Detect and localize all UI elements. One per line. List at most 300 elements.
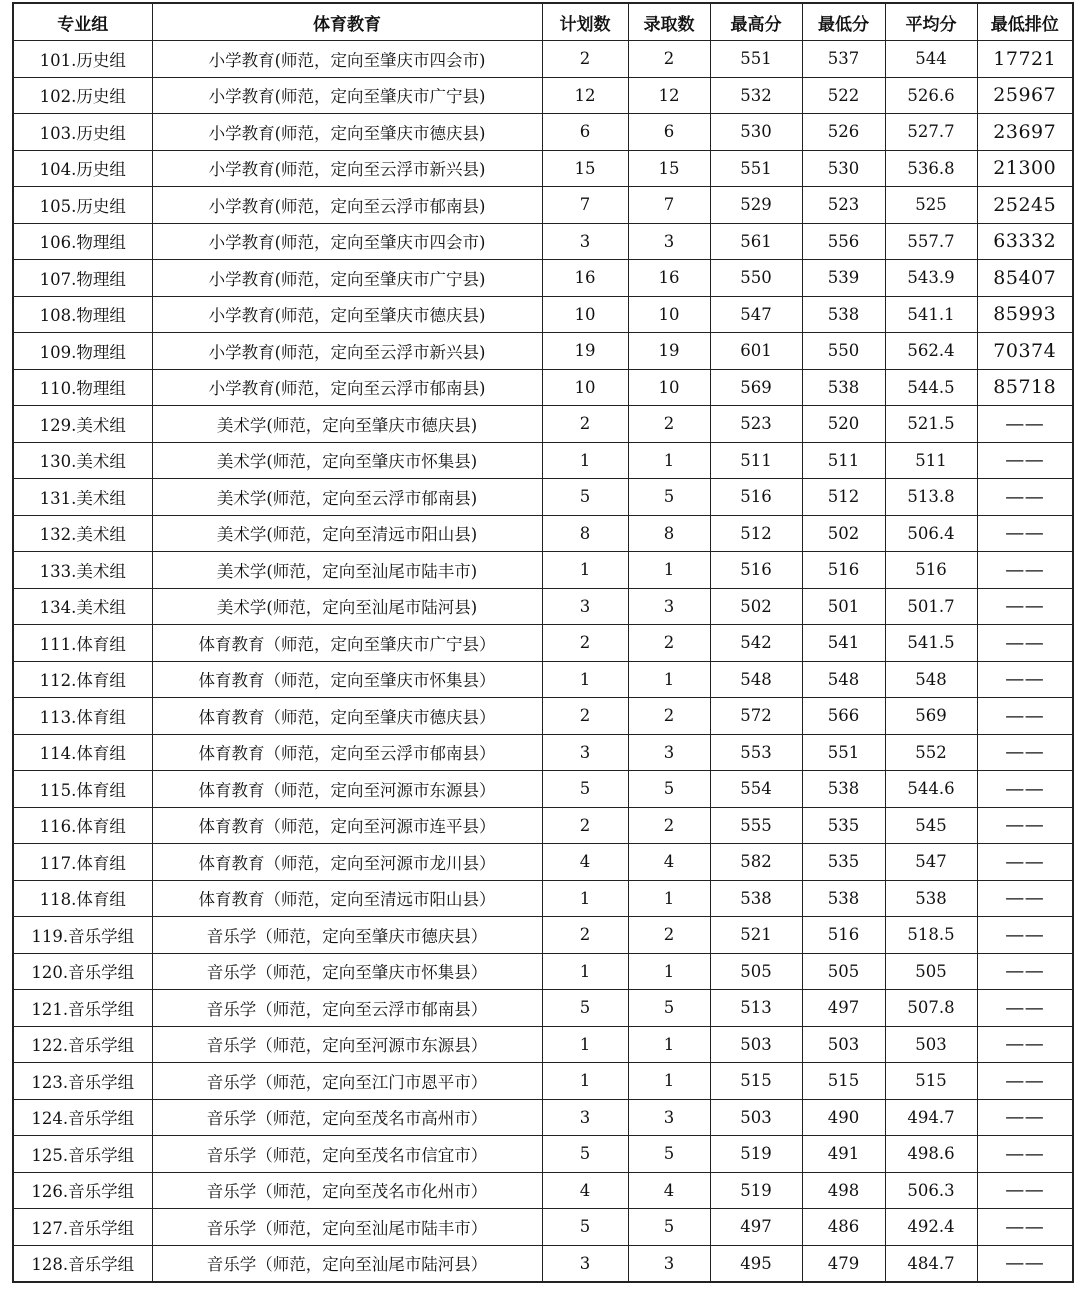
lowest-cell: 502 <box>802 515 885 552</box>
admission-score-table <box>12 2 1074 1283</box>
rank-cell: —— <box>977 807 1073 844</box>
admitted-cell: 4 <box>628 844 710 881</box>
planned-cell: 3 <box>542 1245 628 1282</box>
major-cell: 小学教育(师范，定向至肇庆市广宁县) <box>152 77 542 114</box>
lowest-cell: 498 <box>802 1172 885 1209</box>
rank-cell: 23697 <box>977 114 1073 151</box>
table-row <box>13 77 1073 114</box>
admitted-cell: 5 <box>628 1209 710 1246</box>
table-row <box>13 990 1073 1027</box>
planned-cell: 3 <box>542 734 628 771</box>
admitted-cell: 8 <box>628 515 710 552</box>
major-cell: 音乐学（师范，定向至茂名市信宜市） <box>152 1136 542 1173</box>
rank-cell: —— <box>977 625 1073 662</box>
table-row <box>13 406 1073 443</box>
highest-cell: 530 <box>710 114 802 151</box>
rank-cell: 70374 <box>977 333 1073 370</box>
lowest-cell: 535 <box>802 844 885 881</box>
lowest-cell: 539 <box>802 260 885 297</box>
major-cell: 小学教育(师范，定向至肇庆市四会市) <box>152 223 542 260</box>
average-cell: 547 <box>885 844 977 881</box>
rank-cell: 63332 <box>977 223 1073 260</box>
average-cell: 505 <box>885 953 977 990</box>
average-cell: 525 <box>885 187 977 224</box>
highest-cell: 502 <box>710 588 802 625</box>
average-cell: 503 <box>885 1026 977 1063</box>
header-lowest-rank: 最低排位 <box>977 3 1073 41</box>
average-cell: 548 <box>885 661 977 698</box>
group-cell: 110.物理组 <box>13 369 152 406</box>
planned-cell: 2 <box>542 807 628 844</box>
table-row <box>13 333 1073 370</box>
admitted-cell: 3 <box>628 223 710 260</box>
rank-cell: 85718 <box>977 369 1073 406</box>
highest-cell: 516 <box>710 479 802 516</box>
major-cell: 音乐学（师范，定向至江门市恩平市） <box>152 1063 542 1100</box>
header-average-score: 平均分 <box>885 3 977 41</box>
planned-cell: 5 <box>542 771 628 808</box>
group-cell: 118.体育组 <box>13 880 152 917</box>
planned-cell: 1 <box>542 661 628 698</box>
highest-cell: 553 <box>710 734 802 771</box>
group-cell: 106.物理组 <box>13 223 152 260</box>
table-row <box>13 369 1073 406</box>
admitted-cell: 10 <box>628 296 710 333</box>
admitted-cell: 1 <box>628 442 710 479</box>
group-cell: 131.美术组 <box>13 479 152 516</box>
rank-cell: —— <box>977 1026 1073 1063</box>
planned-cell: 1 <box>542 953 628 990</box>
admitted-cell: 1 <box>628 1026 710 1063</box>
highest-cell: 551 <box>710 41 802 78</box>
lowest-cell: 535 <box>802 807 885 844</box>
admitted-cell: 1 <box>628 1063 710 1100</box>
rank-cell: —— <box>977 953 1073 990</box>
group-cell: 109.物理组 <box>13 333 152 370</box>
rank-cell: 21300 <box>977 150 1073 187</box>
group-cell: 134.美术组 <box>13 588 152 625</box>
major-cell: 小学教育(师范，定向至云浮市郁南县) <box>152 187 542 224</box>
table-row <box>13 1245 1073 1282</box>
table-row <box>13 1063 1073 1100</box>
admitted-cell: 5 <box>628 771 710 808</box>
rank-cell: —— <box>977 515 1073 552</box>
lowest-cell: 526 <box>802 114 885 151</box>
highest-cell: 505 <box>710 953 802 990</box>
lowest-cell: 538 <box>802 369 885 406</box>
lowest-cell: 505 <box>802 953 885 990</box>
major-cell: 音乐学（师范，定向至茂名市化州市） <box>152 1172 542 1209</box>
highest-cell: 569 <box>710 369 802 406</box>
table-row <box>13 698 1073 735</box>
table-row <box>13 1209 1073 1246</box>
major-cell: 美术学(师范，定向至汕尾市陆丰市) <box>152 552 542 589</box>
lowest-cell: 491 <box>802 1136 885 1173</box>
planned-cell: 12 <box>542 77 628 114</box>
group-cell: 121.音乐学组 <box>13 990 152 1027</box>
admitted-cell: 3 <box>628 1099 710 1136</box>
group-cell: 116.体育组 <box>13 807 152 844</box>
highest-cell: 523 <box>710 406 802 443</box>
group-cell: 111.体育组 <box>13 625 152 662</box>
average-cell: 513.8 <box>885 479 977 516</box>
lowest-cell: 503 <box>802 1026 885 1063</box>
rank-cell: 85993 <box>977 296 1073 333</box>
header-admitted-count: 录取数 <box>628 3 710 41</box>
table-row <box>13 1099 1073 1136</box>
table-row <box>13 442 1073 479</box>
admitted-cell: 3 <box>628 1245 710 1282</box>
header-lowest-score: 最低分 <box>802 3 885 41</box>
group-cell: 123.音乐学组 <box>13 1063 152 1100</box>
group-cell: 112.体育组 <box>13 661 152 698</box>
table-header <box>13 3 1073 41</box>
group-cell: 105.历史组 <box>13 187 152 224</box>
planned-cell: 1 <box>542 1026 628 1063</box>
planned-cell: 3 <box>542 1099 628 1136</box>
planned-cell: 5 <box>542 1136 628 1173</box>
major-cell: 体育教育（师范，定向至河源市东源县） <box>152 771 542 808</box>
group-cell: 128.音乐学组 <box>13 1245 152 1282</box>
table-row <box>13 917 1073 954</box>
highest-cell: 503 <box>710 1026 802 1063</box>
major-cell: 美术学(师范，定向至肇庆市德庆县) <box>152 406 542 443</box>
lowest-cell: 537 <box>802 41 885 78</box>
header-major-name: 体育教育 <box>152 3 542 41</box>
table-row <box>13 515 1073 552</box>
header-row <box>13 3 1073 41</box>
highest-cell: 554 <box>710 771 802 808</box>
table-row <box>13 41 1073 78</box>
average-cell: 511 <box>885 442 977 479</box>
admitted-cell: 5 <box>628 479 710 516</box>
admitted-cell: 3 <box>628 588 710 625</box>
group-cell: 132.美术组 <box>13 515 152 552</box>
rank-cell: —— <box>977 1136 1073 1173</box>
rank-cell: —— <box>977 844 1073 881</box>
table-row <box>13 479 1073 516</box>
highest-cell: 512 <box>710 515 802 552</box>
planned-cell: 4 <box>542 1172 628 1209</box>
planned-cell: 2 <box>542 698 628 735</box>
admitted-cell: 4 <box>628 1172 710 1209</box>
admitted-cell: 19 <box>628 333 710 370</box>
major-cell: 音乐学（师范，定向至汕尾市陆丰市） <box>152 1209 542 1246</box>
admitted-cell: 5 <box>628 1136 710 1173</box>
average-cell: 484.7 <box>885 1245 977 1282</box>
average-cell: 506.3 <box>885 1172 977 1209</box>
highest-cell: 521 <box>710 917 802 954</box>
admitted-cell: 5 <box>628 990 710 1027</box>
highest-cell: 542 <box>710 625 802 662</box>
average-cell: 498.6 <box>885 1136 977 1173</box>
rank-cell: 17721 <box>977 41 1073 78</box>
admitted-cell: 1 <box>628 552 710 589</box>
header-highest-score: 最高分 <box>710 3 802 41</box>
planned-cell: 16 <box>542 260 628 297</box>
table-row <box>13 880 1073 917</box>
highest-cell: 511 <box>710 442 802 479</box>
average-cell: 507.8 <box>885 990 977 1027</box>
admitted-cell: 1 <box>628 880 710 917</box>
major-cell: 美术学(师范，定向至肇庆市怀集县) <box>152 442 542 479</box>
planned-cell: 3 <box>542 588 628 625</box>
rank-cell: —— <box>977 552 1073 589</box>
planned-cell: 2 <box>542 625 628 662</box>
table-row <box>13 771 1073 808</box>
planned-cell: 4 <box>542 844 628 881</box>
planned-cell: 7 <box>542 187 628 224</box>
group-cell: 124.音乐学组 <box>13 1099 152 1136</box>
average-cell: 492.4 <box>885 1209 977 1246</box>
group-cell: 117.体育组 <box>13 844 152 881</box>
rank-cell: —— <box>977 698 1073 735</box>
group-cell: 127.音乐学组 <box>13 1209 152 1246</box>
average-cell: 541.5 <box>885 625 977 662</box>
average-cell: 501.7 <box>885 588 977 625</box>
major-cell: 体育教育（师范，定向至清远市阳山县） <box>152 880 542 917</box>
lowest-cell: 516 <box>802 917 885 954</box>
admitted-cell: 3 <box>628 734 710 771</box>
group-cell: 103.历史组 <box>13 114 152 151</box>
major-cell: 小学教育(师范，定向至肇庆市德庆县) <box>152 296 542 333</box>
lowest-cell: 538 <box>802 880 885 917</box>
highest-cell: 519 <box>710 1172 802 1209</box>
admitted-cell: 12 <box>628 77 710 114</box>
planned-cell: 5 <box>542 1209 628 1246</box>
average-cell: 536.8 <box>885 150 977 187</box>
major-cell: 音乐学（师范，定向至肇庆市怀集县） <box>152 953 542 990</box>
admitted-cell: 10 <box>628 369 710 406</box>
table-row <box>13 223 1073 260</box>
lowest-cell: 566 <box>802 698 885 735</box>
admitted-cell: 1 <box>628 661 710 698</box>
table-row <box>13 844 1073 881</box>
average-cell: 541.1 <box>885 296 977 333</box>
rank-cell: —— <box>977 442 1073 479</box>
admitted-cell: 2 <box>628 698 710 735</box>
lowest-cell: 551 <box>802 734 885 771</box>
lowest-cell: 516 <box>802 552 885 589</box>
rank-cell: —— <box>977 1172 1073 1209</box>
average-cell: 526.6 <box>885 77 977 114</box>
average-cell: 552 <box>885 734 977 771</box>
group-cell: 126.音乐学组 <box>13 1172 152 1209</box>
lowest-cell: 479 <box>802 1245 885 1282</box>
lowest-cell: 497 <box>802 990 885 1027</box>
major-cell: 体育教育（师范，定向至肇庆市广宁县） <box>152 625 542 662</box>
major-cell: 体育教育（师范，定向至云浮市郁南县） <box>152 734 542 771</box>
highest-cell: 516 <box>710 552 802 589</box>
table-row <box>13 734 1073 771</box>
major-cell: 体育教育（师范，定向至河源市龙川县） <box>152 844 542 881</box>
highest-cell: 513 <box>710 990 802 1027</box>
highest-cell: 538 <box>710 880 802 917</box>
rank-cell: 85407 <box>977 260 1073 297</box>
average-cell: 516 <box>885 552 977 589</box>
admitted-cell: 2 <box>628 917 710 954</box>
group-cell: 130.美术组 <box>13 442 152 479</box>
table-row <box>13 1172 1073 1209</box>
lowest-cell: 541 <box>802 625 885 662</box>
planned-cell: 5 <box>542 990 628 1027</box>
rank-cell: 25245 <box>977 187 1073 224</box>
lowest-cell: 530 <box>802 150 885 187</box>
lowest-cell: 522 <box>802 77 885 114</box>
rank-cell: 25967 <box>977 77 1073 114</box>
admitted-cell: 2 <box>628 625 710 662</box>
group-cell: 115.体育组 <box>13 771 152 808</box>
table-row <box>13 260 1073 297</box>
major-cell: 小学教育(师范，定向至肇庆市四会市) <box>152 41 542 78</box>
group-cell: 104.历史组 <box>13 150 152 187</box>
lowest-cell: 490 <box>802 1099 885 1136</box>
table-row <box>13 953 1073 990</box>
rank-cell: —— <box>977 479 1073 516</box>
major-cell: 小学教育(师范，定向至肇庆市广宁县) <box>152 260 542 297</box>
major-cell: 小学教育(师范，定向至肇庆市德庆县) <box>152 114 542 151</box>
table-row <box>13 807 1073 844</box>
major-cell: 体育教育（师范，定向至肇庆市德庆县） <box>152 698 542 735</box>
average-cell: 506.4 <box>885 515 977 552</box>
rank-cell: —— <box>977 406 1073 443</box>
planned-cell: 2 <box>542 917 628 954</box>
average-cell: 543.9 <box>885 260 977 297</box>
rank-cell: —— <box>977 917 1073 954</box>
average-cell: 544.6 <box>885 771 977 808</box>
major-cell: 美术学(师范，定向至汕尾市陆河县) <box>152 588 542 625</box>
group-cell: 125.音乐学组 <box>13 1136 152 1173</box>
group-cell: 120.音乐学组 <box>13 953 152 990</box>
average-cell: 515 <box>885 1063 977 1100</box>
group-cell: 101.历史组 <box>13 41 152 78</box>
lowest-cell: 515 <box>802 1063 885 1100</box>
group-cell: 113.体育组 <box>13 698 152 735</box>
average-cell: 557.7 <box>885 223 977 260</box>
admitted-cell: 16 <box>628 260 710 297</box>
planned-cell: 1 <box>542 880 628 917</box>
rank-cell: —— <box>977 1209 1073 1246</box>
major-cell: 音乐学（师范，定向至汕尾市陆河县） <box>152 1245 542 1282</box>
major-cell: 体育教育（师范，定向至肇庆市怀集县） <box>152 661 542 698</box>
admitted-cell: 2 <box>628 406 710 443</box>
major-cell: 体育教育（师范，定向至河源市连平县） <box>152 807 542 844</box>
highest-cell: 519 <box>710 1136 802 1173</box>
lowest-cell: 548 <box>802 661 885 698</box>
admitted-cell: 1 <box>628 953 710 990</box>
group-cell: 108.物理组 <box>13 296 152 333</box>
rank-cell: —— <box>977 588 1073 625</box>
major-cell: 音乐学（师范，定向至肇庆市德庆县） <box>152 917 542 954</box>
table-row <box>13 552 1073 589</box>
average-cell: 538 <box>885 880 977 917</box>
table-row <box>13 187 1073 224</box>
major-cell: 小学教育(师范，定向至云浮市新兴县) <box>152 333 542 370</box>
planned-cell: 8 <box>542 515 628 552</box>
rank-cell: —— <box>977 1245 1073 1282</box>
rank-cell: —— <box>977 990 1073 1027</box>
admitted-cell: 15 <box>628 150 710 187</box>
highest-cell: 547 <box>710 296 802 333</box>
admitted-cell: 2 <box>628 41 710 78</box>
lowest-cell: 538 <box>802 771 885 808</box>
highest-cell: 548 <box>710 661 802 698</box>
planned-cell: 10 <box>542 369 628 406</box>
average-cell: 545 <box>885 807 977 844</box>
admitted-cell: 6 <box>628 114 710 151</box>
lowest-cell: 501 <box>802 588 885 625</box>
highest-cell: 555 <box>710 807 802 844</box>
highest-cell: 550 <box>710 260 802 297</box>
group-cell: 114.体育组 <box>13 734 152 771</box>
table-body <box>13 41 1073 1283</box>
table-row <box>13 661 1073 698</box>
average-cell: 544 <box>885 41 977 78</box>
rank-cell: —— <box>977 734 1073 771</box>
group-cell: 122.音乐学组 <box>13 1026 152 1063</box>
planned-cell: 10 <box>542 296 628 333</box>
rank-cell: —— <box>977 661 1073 698</box>
average-cell: 544.5 <box>885 369 977 406</box>
average-cell: 518.5 <box>885 917 977 954</box>
major-cell: 音乐学（师范，定向至河源市东源县） <box>152 1026 542 1063</box>
planned-cell: 5 <box>542 479 628 516</box>
admission-score-sheet <box>12 2 1072 1283</box>
average-cell: 527.7 <box>885 114 977 151</box>
average-cell: 521.5 <box>885 406 977 443</box>
rank-cell: —— <box>977 771 1073 808</box>
lowest-cell: 511 <box>802 442 885 479</box>
group-cell: 119.音乐学组 <box>13 917 152 954</box>
admitted-cell: 2 <box>628 807 710 844</box>
major-cell: 美术学(师范，定向至云浮市郁南县) <box>152 479 542 516</box>
highest-cell: 601 <box>710 333 802 370</box>
highest-cell: 532 <box>710 77 802 114</box>
average-cell: 569 <box>885 698 977 735</box>
planned-cell: 15 <box>542 150 628 187</box>
group-cell: 133.美术组 <box>13 552 152 589</box>
table-row <box>13 625 1073 662</box>
planned-cell: 3 <box>542 223 628 260</box>
lowest-cell: 523 <box>802 187 885 224</box>
major-cell: 小学教育(师范，定向至云浮市郁南县) <box>152 369 542 406</box>
highest-cell: 582 <box>710 844 802 881</box>
highest-cell: 572 <box>710 698 802 735</box>
table-row <box>13 588 1073 625</box>
lowest-cell: 520 <box>802 406 885 443</box>
average-cell: 562.4 <box>885 333 977 370</box>
highest-cell: 529 <box>710 187 802 224</box>
planned-cell: 6 <box>542 114 628 151</box>
table-row <box>13 1136 1073 1173</box>
planned-cell: 1 <box>542 1063 628 1100</box>
major-cell: 音乐学（师范，定向至茂名市高州市） <box>152 1099 542 1136</box>
highest-cell: 495 <box>710 1245 802 1282</box>
planned-cell: 19 <box>542 333 628 370</box>
planned-cell: 2 <box>542 41 628 78</box>
lowest-cell: 486 <box>802 1209 885 1246</box>
highest-cell: 551 <box>710 150 802 187</box>
table-row <box>13 114 1073 151</box>
highest-cell: 503 <box>710 1099 802 1136</box>
average-cell: 494.7 <box>885 1099 977 1136</box>
planned-cell: 2 <box>542 406 628 443</box>
rank-cell: —— <box>977 1063 1073 1100</box>
rank-cell: —— <box>977 1099 1073 1136</box>
highest-cell: 561 <box>710 223 802 260</box>
highest-cell: 497 <box>710 1209 802 1246</box>
planned-cell: 1 <box>542 552 628 589</box>
